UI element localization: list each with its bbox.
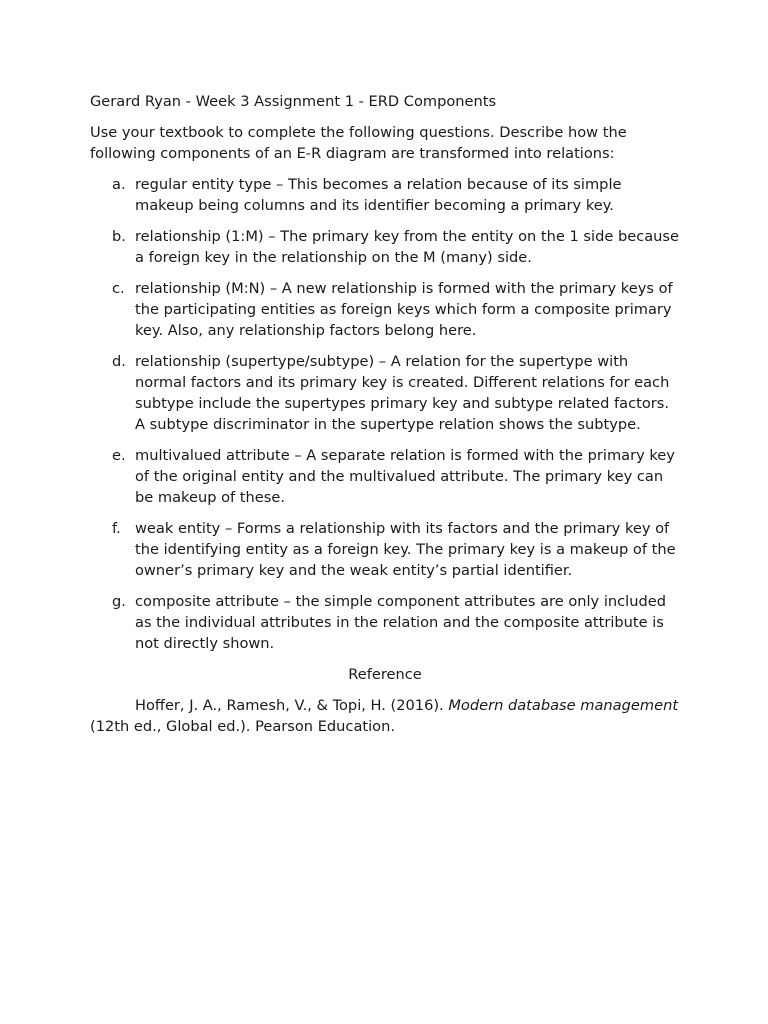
reference-heading: Reference (348, 666, 422, 683)
question-item (90, 278, 680, 341)
question-item (90, 518, 680, 581)
question-letter: a. (112, 176, 126, 193)
question-answer: composite attribute – the simple component attributes are only included as the individual attributes in the relation and the composite attribute is not directly shown. (135, 593, 666, 652)
question-letter: e. (112, 447, 126, 464)
question-list (90, 174, 680, 654)
question-item (90, 591, 680, 654)
question-answer: relationship (supertype/subtype) – A relation for the supertype with normal factors and its primary key is created. Different relations for each subtype include the supertypes primary key and subtype related factors. A subtype discriminator in the supertype relation shows the subtype. (135, 353, 670, 433)
question-letter: b. (112, 228, 126, 245)
question-item (90, 174, 680, 216)
question-item (90, 445, 680, 508)
citation-book-title: Modern database management (448, 697, 679, 714)
question-letter: c. (112, 280, 125, 297)
document-title: Gerard Ryan - Week 3 Assignment 1 - ERD Components (90, 93, 497, 110)
question-answer: weak entity – Forms a relationship with its factors and the primary key of the identifying entity as a foreign key. The primary key is a makeup of the owner’s primary key and the weak entity’s partial identifier. (135, 520, 676, 579)
intro-paragraph: Use your textbook to complete the following questions. Describe how the following components of an E-R diagram are transformed into relations: (90, 124, 627, 162)
question-letter: g. (112, 593, 126, 610)
question-letter: d. (112, 353, 126, 370)
question-answer: relationship (M:N) – A new relationship is formed with the primary keys of the participating entities as foreign keys which form a composite primary key. Also, any relationship factors belong here. (135, 280, 673, 339)
question-letter: f. (112, 520, 121, 537)
question-answer: relationship (1:M) – The primary key from the entity on the 1 side because a foreign key in the relationship on the M (many) side. (135, 228, 679, 266)
document-page (90, 91, 680, 737)
citation-authors: Hoffer, J. A., Ramesh, V., & Topi, H. (2016). (135, 697, 449, 714)
question-item (90, 226, 680, 268)
reference-citation (90, 695, 680, 737)
question-item (90, 351, 680, 435)
citation-details: (12th ed., Global ed.). Pearson Education. (90, 718, 395, 735)
question-answer: regular entity type – This becomes a relation because of its simple makeup being columns and its identifier becoming a primary key. (135, 176, 622, 214)
question-answer: multivalued attribute – A separate relation is formed with the primary key of the original entity and the multivalued attribute. The primary key can be makeup of these. (135, 447, 675, 506)
